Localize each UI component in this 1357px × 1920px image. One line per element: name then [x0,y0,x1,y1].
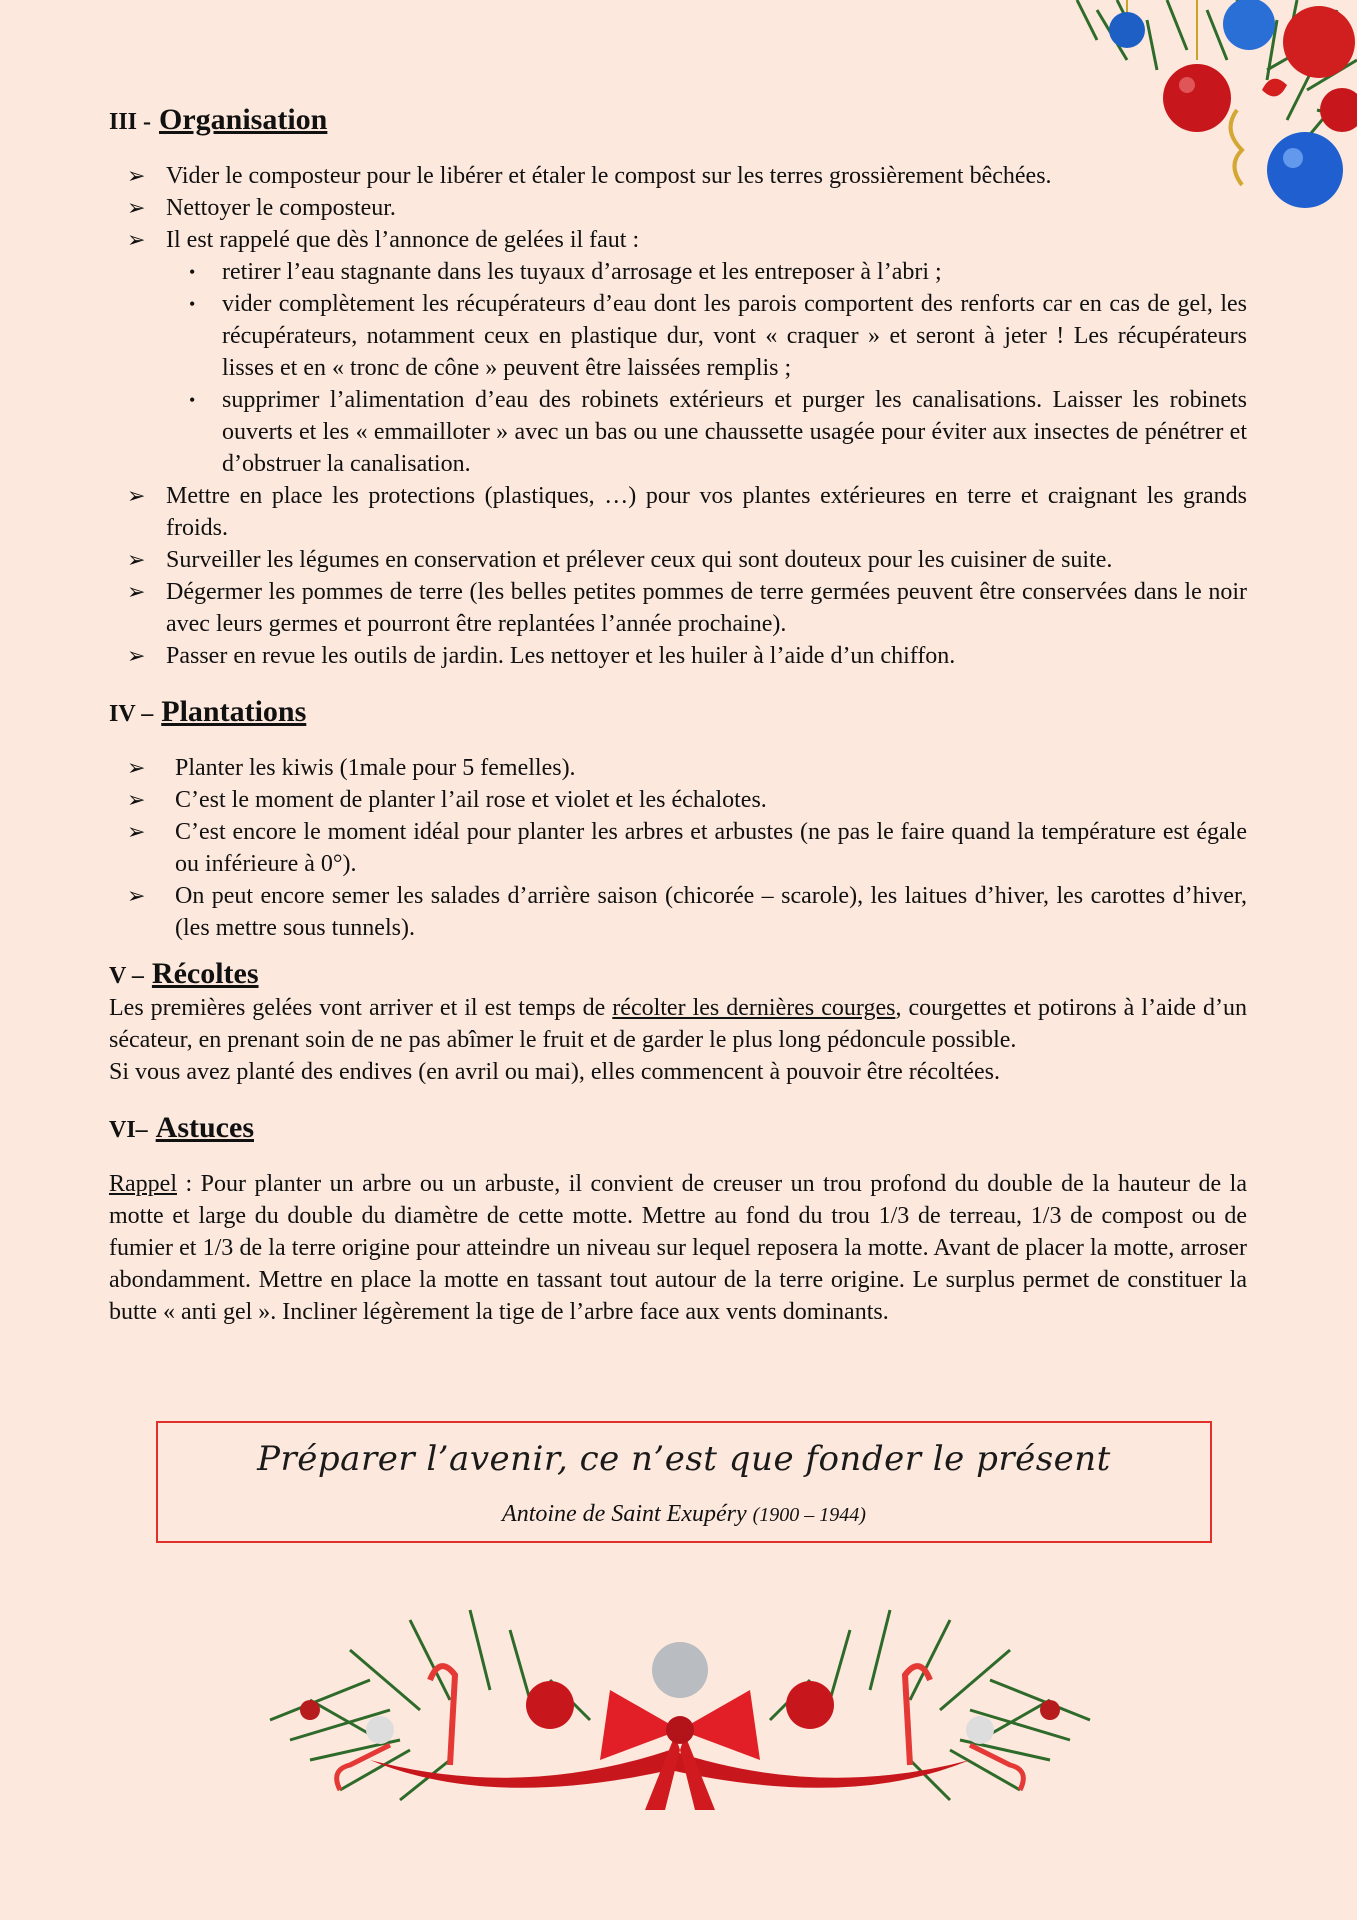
section-organisation [109,104,1247,672]
section-number: V – [109,963,144,989]
list-item: ➢ Surveiller les légumes en conservation et prélever ceux qui sont douteux pour les cuisiner de suite. [109,544,1247,576]
list-item: ➢ C’est encore le moment idéal pour planter les arbres et arbustes (ne pas le faire quand la température est égale ou inférieure à 0°). [109,816,1247,880]
recoltes-paragraph-endives: Si vous avez planté des endives (en avril ou mai), elles commencent à pouvoir être récoltées. [109,1059,1001,1085]
section-title: Plantations [161,695,307,728]
sub-list-item: • supprimer l’alimentation d’eau des robinets extérieurs et purger les canalisations. Laisser les robinets ouverts et les « emmailloter » avec un bas ou une chaussette usagée pour éviter aux insectes de pénétrer et d’obstruer la canalisation. [109,384,1247,480]
list-item: ➢ Mettre en place les protections (plastiques, …) pour vos plantes extérieures en terre et craignant les grands froids. [109,480,1247,544]
section-plantations [109,696,1247,944]
organisation-list-continued [109,480,1247,672]
rappel-label: Rappel [109,1171,177,1197]
section-title: Astuces [155,1111,254,1144]
arrow-bullet-icon: ➢ [127,579,146,604]
arrow-bullet-icon: ➢ [127,787,146,812]
underlined-phrase: récolter les dernières courges [612,995,896,1021]
quote-box [156,1421,1212,1543]
section-recoltes [109,958,1247,1088]
list-item: ➢ Nettoyer le composteur. [109,192,1247,224]
arrow-bullet-icon: ➢ [127,819,146,844]
quote-years: (1900 – 1944) [752,1504,866,1526]
organisation-list [109,160,1247,256]
section-title: Récoltes [151,957,259,990]
list-item: ➢ Passer en revue les outils de jardin. Les nettoyer et les huiler à l’aide d’un chiffon. [109,640,1247,672]
astuces-paragraph: Rappel : Pour planter un arbre ou un arbuste, il convient de creuser un trou profond du double de la hauteur de la motte et large du double du diamètre de cette motte. Mettre au fond du trou 1/3 de terreau, 1/3 de compost ou de fumier et 1/3 de la terre origine pour atteindre un niveau sur lequel reposera la motte. Avant de placer la motte, arroser abondamment. Mettre en place la motte en tassant tout autour de la terre origine. Le surplus permet de constituer la butte « anti gel ». Incliner légèrement la tige de l’arbre face aux vents dominants. [109,1171,1247,1325]
section-heading [109,104,1247,138]
plantations-list [109,752,1247,944]
arrow-bullet-icon: ➢ [127,195,146,220]
sub-list-item: • retirer l’eau stagnante dans les tuyaux d’arrosage et les entreposer à l’abri ; [109,256,1247,288]
dot-bullet-icon: • [189,390,196,410]
quote-author: Antoine de Saint Exupéry [502,1501,747,1527]
recoltes-paragraph: Les premières gelées vont arriver et il est temps de récolter les dernières courges, courgettes et potirons à l’aide d’un sécateur, en prenant soin de ne pas abîmer le fruit et de garder le plus long pédoncule possible. [109,995,1247,1053]
list-item: ➢ Il est rappelé que dès l’annonce de gelées il faut : [109,224,1247,256]
list-item: ➢ C’est le moment de planter l’ail rose et violet et les échalotes. [109,784,1247,816]
arrow-bullet-icon: ➢ [127,643,146,668]
arrow-bullet-icon: ➢ [127,483,146,508]
quote-text: Préparer l’avenir, ce n’est que fonder le présent [257,1439,1111,1479]
list-item: ➢ Dégermer les pommes de terre (les belles petites pommes de terre germées peuvent être conservées dans le noir avec leurs germes et pourront être replantées l’année prochaine). [109,576,1247,640]
dot-bullet-icon: • [189,262,196,282]
section-number: IV – [109,701,154,727]
frost-sublist [109,256,1247,480]
arrow-bullet-icon: ➢ [127,755,146,780]
section-heading [109,958,1247,992]
quote-author-line [158,1499,1210,1530]
arrow-bullet-icon: ➢ [127,163,146,188]
section-heading [109,1112,1247,1146]
arrow-bullet-icon: ➢ [127,227,146,252]
section-title: Organisation [159,103,328,136]
section-number: VI– [109,1117,148,1143]
sub-list-item: • vider complètement les récupérateurs d’eau dont les parois comportent des renforts car en cas de gel, les récupérateurs, notamment ceux en plastique dur, vont « craquer » et seront à jeter ! Les récupérateurs lisses et en « tronc de cône » peuvent être laissées remplis ; [109,288,1247,384]
list-item: ➢ Vider le composteur pour le libérer et étaler le compost sur les terres grossièrement bêchées. [109,160,1247,192]
list-item: ➢ Planter les kiwis (1male pour 5 femelles). [109,752,1247,784]
section-number: III - [109,109,152,135]
list-item: ➢ On peut encore semer les salades d’arrière saison (chicorée – scarole), les laitues d’hiver, les carottes d’hiver, (les mettre sous tunnels). [109,880,1247,944]
section-heading [109,696,1247,730]
arrow-bullet-icon: ➢ [127,547,146,572]
arrow-bullet-icon: ➢ [127,883,146,908]
section-astuces [109,1112,1247,1328]
dot-bullet-icon: • [189,294,196,314]
christmas-garland-decoration [250,1590,1110,1850]
